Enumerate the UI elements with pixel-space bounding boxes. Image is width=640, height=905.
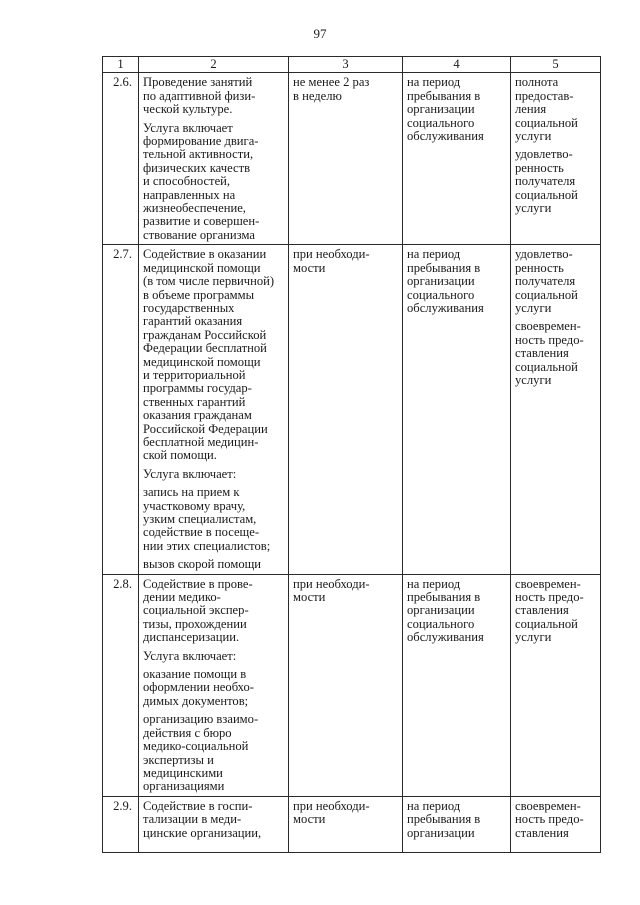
service-line: медико-социальной: [143, 739, 249, 754]
service-description: [139, 574, 289, 796]
service-paragraph: [143, 578, 284, 645]
criteria-line: получателя: [515, 274, 576, 289]
frequency-line: при необходи-: [293, 798, 370, 813]
service-line: физических качеств: [143, 160, 251, 175]
table-row: [103, 574, 601, 796]
frequency-line: при необходи-: [293, 247, 370, 262]
service-paragraph: [143, 668, 284, 708]
service-line: социальной экспер-: [143, 603, 249, 618]
frequency-line: в неделю: [293, 88, 342, 103]
criteria-paragraph: [515, 578, 596, 645]
criteria-line: своевремен-: [515, 319, 581, 334]
service-paragraph: [143, 468, 284, 481]
service-line: ствование организма: [143, 227, 255, 242]
criteria-line: полнота: [515, 75, 559, 90]
criteria-line: ставления: [515, 603, 569, 618]
service-line: оказания гражданам: [143, 408, 252, 423]
criteria-paragraph: [515, 800, 596, 840]
frequency: [289, 73, 403, 245]
criteria-line: ность предо-: [515, 332, 584, 347]
criteria-line: услуги: [515, 630, 552, 645]
service-line: в объеме программы: [143, 287, 255, 302]
term-line: пребывания в: [407, 260, 481, 275]
criteria-line: ставления: [515, 825, 569, 840]
criteria-line: предостав-: [515, 88, 574, 103]
criteria-line: услуги: [515, 201, 552, 216]
service-paragraph: [143, 650, 284, 663]
service-line: программы государ-: [143, 381, 252, 396]
services-table: [102, 56, 601, 853]
row-number: 2.7.: [103, 245, 139, 574]
term-line: организации: [407, 274, 475, 289]
service-paragraph: [143, 713, 284, 793]
term-line: социального: [407, 287, 475, 302]
service-line: Услуга включает:: [143, 648, 237, 663]
criteria-line: социальной: [515, 287, 578, 302]
service-description: [139, 796, 289, 852]
service-line: диспансеризации.: [143, 630, 240, 645]
criteria-paragraph: [515, 320, 596, 387]
service-line: Услуга включает: [143, 120, 233, 135]
column-header: 5: [511, 57, 601, 73]
service-line: участковому врачу,: [143, 498, 246, 513]
term-line: социального: [407, 616, 475, 631]
term-line: пребывания в: [407, 812, 481, 827]
term-line: обслуживания: [407, 129, 484, 144]
criteria-line: получателя: [515, 174, 576, 189]
term-line: на период: [407, 247, 461, 262]
service-line: жизнеобеспечение,: [143, 201, 246, 216]
service-line: гражданам Российской: [143, 327, 267, 342]
term-line: обслуживания: [407, 630, 484, 645]
criteria-line: своевремен-: [515, 576, 581, 591]
criteria-paragraph: [515, 148, 596, 215]
service-paragraph: [143, 800, 284, 840]
service-line: медицинскими: [143, 765, 223, 780]
provision-term: [403, 73, 511, 245]
service-line: организацию взаимо-: [143, 712, 259, 727]
service-line: развитие и совершен-: [143, 214, 260, 229]
criteria-line: удовлетво-: [515, 247, 573, 262]
service-line: димых документов;: [143, 693, 249, 708]
criteria-paragraph: [515, 248, 596, 315]
term-line: социального: [407, 115, 475, 130]
service-line: медицинской помощи: [143, 354, 261, 369]
service-line: экспертизы и: [143, 752, 214, 767]
column-header: 2: [139, 57, 289, 73]
service-line: содействие в посеще-: [143, 525, 260, 540]
criteria-line: социальной: [515, 359, 578, 374]
service-line: бесплатной медицин-: [143, 434, 259, 449]
service-line: гарантий оказания: [143, 314, 243, 329]
quality-criteria: [511, 574, 601, 796]
table-row: [103, 245, 601, 574]
term-line: на период: [407, 798, 461, 813]
criteria-line: ренность: [515, 160, 564, 175]
row-number: 2.9.: [103, 796, 139, 852]
service-description: [139, 73, 289, 245]
table-row: [103, 73, 601, 245]
term-line: организации: [407, 825, 475, 840]
frequency-line: при необходи-: [293, 576, 370, 591]
table-row: [103, 796, 601, 852]
quality-criteria: [511, 245, 601, 574]
frequency: [289, 245, 403, 574]
criteria-line: своевремен-: [515, 798, 581, 813]
frequency: [289, 796, 403, 852]
frequency-line: мости: [293, 260, 326, 275]
service-line: и способностей,: [143, 174, 231, 189]
service-line: Проведение занятий: [143, 75, 253, 90]
criteria-paragraph: [515, 76, 596, 143]
row-number: 2.8.: [103, 574, 139, 796]
header-row: [103, 57, 601, 73]
service-line: Российской Федерации: [143, 421, 268, 436]
service-line: ской помощи.: [143, 448, 217, 463]
term-line: на период: [407, 75, 461, 90]
term-line: обслуживания: [407, 300, 484, 315]
frequency-line: не менее 2 раз: [293, 75, 370, 90]
provision-term: [403, 574, 511, 796]
criteria-line: ренность: [515, 260, 564, 275]
provision-term: [403, 796, 511, 852]
column-header: 1: [103, 57, 139, 73]
service-line: узким специалистам,: [143, 512, 257, 526]
criteria-line: услуги: [515, 372, 552, 387]
provision-term: [403, 245, 511, 574]
criteria-line: ность предо-: [515, 590, 584, 605]
service-line: дении медико-: [143, 590, 221, 605]
service-line: оформлении необхо-: [143, 680, 254, 695]
term-line: организации: [407, 603, 475, 618]
service-line: тельной активности,: [143, 147, 254, 162]
service-line: медицинской помощи: [143, 260, 261, 275]
service-line: действия с бюро: [143, 725, 232, 740]
frequency: [289, 574, 403, 796]
quality-criteria: [511, 73, 601, 245]
criteria-line: социальной: [515, 187, 578, 202]
frequency-line: мости: [293, 812, 326, 827]
service-line: формирование двига-: [143, 134, 259, 149]
service-line: тализации в меди-: [143, 812, 242, 827]
service-line: (в том числе первичной): [143, 274, 275, 289]
service-line: запись на прием к: [143, 485, 240, 500]
service-line: Содействие в оказании: [143, 247, 267, 262]
service-line: ческой культуре.: [143, 102, 233, 117]
service-line: ственных гарантий: [143, 394, 246, 409]
service-paragraph: [143, 76, 284, 116]
service-line: государственных: [143, 300, 235, 315]
column-header: 4: [403, 57, 511, 73]
criteria-line: социальной: [515, 616, 578, 631]
service-line: по адаптивной физи-: [143, 88, 256, 103]
quality-criteria: [511, 796, 601, 852]
service-paragraph: [143, 486, 284, 553]
criteria-line: ность предо-: [515, 812, 584, 827]
service-line: тизы, прохождении: [143, 616, 247, 631]
frequency-line: мости: [293, 590, 326, 605]
service-line: цинские организации,: [143, 825, 262, 840]
criteria-line: социальной: [515, 115, 578, 130]
criteria-line: услуги: [515, 300, 552, 315]
term-line: пребывания в: [407, 88, 481, 103]
term-line: на период: [407, 576, 461, 591]
service-line: организациями: [143, 779, 225, 794]
term-line: пребывания в: [407, 590, 481, 605]
service-paragraph: [143, 248, 284, 463]
criteria-line: услуги: [515, 129, 552, 144]
service-line: Федерации бесплатной: [143, 341, 267, 356]
service-paragraph: [143, 122, 284, 243]
service-paragraph: [143, 558, 284, 571]
service-description: [139, 245, 289, 574]
term-line: организации: [407, 102, 475, 117]
service-line: Услуга включает:: [143, 466, 237, 481]
service-line: направленных на: [143, 187, 236, 202]
page-number: 97: [313, 26, 327, 41]
criteria-line: удовлетво-: [515, 147, 573, 162]
service-line: Содействие в госпи-: [143, 798, 253, 813]
criteria-line: ления: [515, 102, 547, 117]
service-line: оказание помощи в: [143, 667, 247, 682]
service-line: вызов скорой помощи: [143, 557, 262, 572]
service-line: Содействие в прове-: [143, 576, 253, 591]
criteria-line: ставления: [515, 346, 569, 361]
column-header: 3: [289, 57, 403, 73]
service-line: и территориальной: [143, 367, 246, 382]
row-number: 2.6.: [103, 73, 139, 245]
service-line: нии этих специалистов;: [143, 538, 271, 553]
